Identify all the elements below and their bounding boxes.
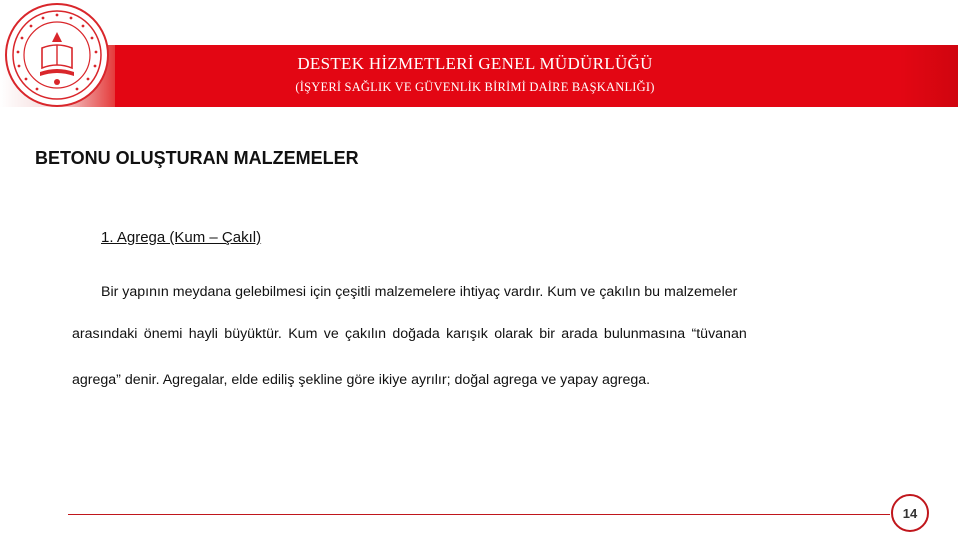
- page-number-badge: [891, 494, 929, 532]
- page-number: 14: [902, 505, 918, 521]
- paragraph-line-2: arasındaki önemi hayli büyüktür. Kum ve çakılın doğada karışık olarak bir arada bulunmasına “tüvanan: [72, 326, 747, 342]
- item-heading: 1. Agrega (Kum – Çakıl): [101, 229, 262, 246]
- header-subtitle: (İŞYERİ SAĞLIK VE GÜVENLİK BİRİMİ DAİRE BAŞKANLIĞI): [295, 80, 655, 94]
- paragraph-line-3: agrega” denir. Agregalar, elde ediliş şekline göre ikiye ayrılır; doğal agrega ve yapay agrega.: [72, 372, 651, 388]
- ministry-seal-icon: [4, 2, 110, 108]
- section-heading: BETONU OLUŞTURAN MALZEMELER: [35, 148, 359, 168]
- header-title: DESTEK HİZMETLERİ GENEL MÜDÜRLÜĞÜ: [297, 54, 653, 73]
- paragraph-line-1: Bir yapının meydana gelebilmesi için çeşitli malzemelere ihtiyaç vardır. Kum ve çakılın bu malzemeler: [101, 284, 738, 300]
- footer-divider: [68, 514, 890, 515]
